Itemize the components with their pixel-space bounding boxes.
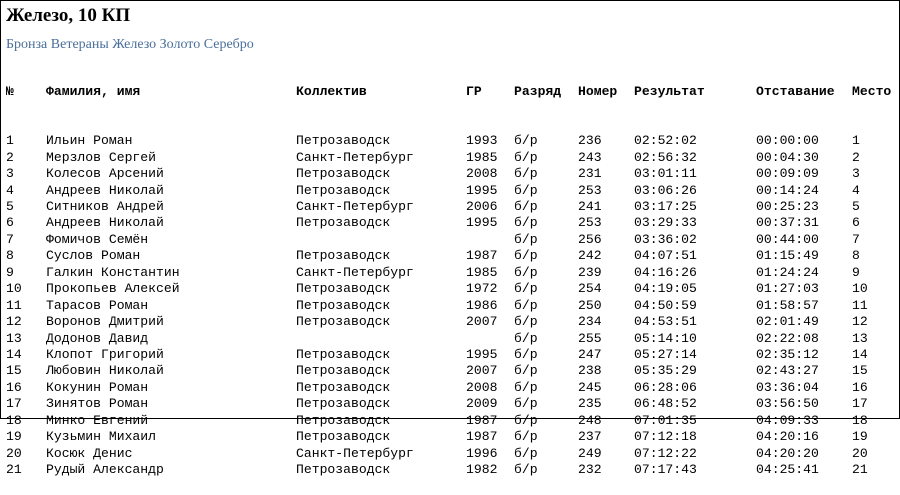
cell-year: 2006 (466, 199, 498, 214)
table-row (6, 182, 860, 199)
cell-num: 19 (6, 429, 22, 445)
group-link-silver[interactable]: Серебро (203, 37, 254, 52)
header-num: № (6, 83, 14, 99)
cell-place: 21 (852, 462, 868, 477)
cell-name: Фомичов Семён (46, 231, 149, 247)
cell-behind: 04:09:33 (756, 412, 819, 428)
cell-num: 16 (6, 379, 22, 395)
table-row (6, 462, 868, 478)
cell-bib: 248 (578, 412, 602, 428)
cell-num: 5 (6, 199, 14, 214)
cell-behind: 00:25:23 (756, 199, 819, 214)
cell-year: 1972 (466, 281, 498, 297)
cell-result: 05:35:29 (634, 363, 697, 379)
cell-name: Суслов Роман (46, 248, 141, 264)
cell-year: 1987 (466, 248, 498, 264)
cell-num: 6 (6, 215, 14, 231)
table-row (6, 248, 860, 264)
cell-bib: 247 (578, 346, 602, 362)
cell-behind: 02:35:12 (756, 346, 819, 362)
cell-team: Петрозаводск (296, 182, 391, 198)
group-link-veterans[interactable]: Ветераны (50, 37, 109, 52)
cell-bib: 232 (578, 462, 602, 477)
cell-year: 1985 (466, 149, 498, 165)
cell-place: 10 (852, 281, 868, 297)
cell-name: Андреев Николай (46, 215, 164, 231)
header-year: ГР (466, 83, 482, 99)
table-row (6, 363, 868, 379)
cell-num: 3 (6, 166, 14, 182)
cell-behind: 03:56:50 (756, 396, 819, 412)
header-name: Фамилия, имя (46, 83, 141, 99)
cell-place: 15 (852, 363, 868, 379)
cell-place: 9 (852, 264, 860, 280)
cell-behind: 00:04:30 (756, 149, 819, 165)
cell-behind: 02:01:49 (756, 314, 819, 330)
cell-team: Петрозаводск (296, 396, 391, 412)
cell-place: 14 (852, 346, 868, 362)
cell-rank: б/р (514, 396, 538, 412)
table-row (6, 149, 860, 166)
cell-bib: 253 (578, 215, 602, 231)
cell-bib: 234 (578, 314, 602, 330)
table-row (6, 199, 860, 215)
table-row (6, 412, 868, 429)
cell-num: 17 (6, 396, 22, 412)
cell-result: 05:14:10 (634, 330, 697, 346)
cell-bib: 242 (578, 248, 602, 264)
cell-place: 20 (852, 445, 868, 461)
cell-num: 20 (6, 445, 22, 461)
cell-rank: б/р (514, 297, 538, 313)
cell-place: 17 (852, 396, 868, 412)
cell-place: 16 (852, 379, 868, 395)
cell-year: 1995 (466, 346, 498, 362)
cell-rank: б/р (514, 346, 538, 362)
cell-bib: 255 (578, 330, 602, 346)
cell-team: Петрозаводск (296, 314, 391, 330)
cell-place: 4 (852, 182, 860, 198)
cell-behind: 02:43:27 (756, 363, 819, 379)
cell-bib: 236 (578, 133, 602, 149)
table-row (6, 379, 868, 396)
cell-team: Петрозаводск (296, 363, 391, 379)
table-row (6, 264, 860, 281)
cell-place: 1 (852, 133, 860, 149)
cell-rank: б/р (514, 412, 538, 428)
group-link-iron[interactable]: Железо (112, 37, 157, 52)
cell-name: Галкин Константин (46, 264, 180, 280)
cell-rank: б/р (514, 182, 538, 198)
cell-rank: б/р (514, 314, 538, 330)
cell-num: 1 (6, 133, 14, 149)
cell-behind: 00:14:24 (756, 182, 819, 198)
cell-place: 19 (852, 429, 868, 445)
cell-num: 13 (6, 330, 22, 346)
cell-behind: 00:44:00 (756, 231, 819, 247)
cell-result: 04:19:05 (634, 281, 697, 297)
header-place: Место (852, 83, 892, 99)
cell-year: 1985 (466, 264, 498, 280)
cell-bib: 249 (578, 445, 602, 461)
cell-num: 4 (6, 182, 14, 198)
cell-name: Андреев Николай (46, 182, 164, 198)
cell-year: 1993 (466, 133, 498, 149)
cell-num: 18 (6, 412, 22, 428)
cell-place: 7 (852, 231, 860, 247)
cell-behind: 01:27:03 (756, 281, 819, 297)
cell-team: Петрозаводск (296, 379, 391, 395)
cell-place: 11 (852, 297, 868, 313)
cell-place: 8 (852, 248, 860, 264)
cell-year: 2008 (466, 166, 498, 182)
cell-bib: 253 (578, 182, 602, 198)
cell-result: 03:36:02 (634, 231, 697, 247)
cell-behind: 02:22:08 (756, 330, 819, 346)
cell-num: 11 (6, 297, 22, 313)
table-row (6, 396, 868, 412)
header-bib: Номер (578, 83, 618, 99)
cell-result: 06:28:06 (634, 379, 697, 395)
header-behind: Отставание (756, 83, 835, 99)
cell-name: Рудый Александр (46, 462, 164, 477)
cell-rank: б/р (514, 199, 538, 214)
cell-year: 1987 (466, 429, 498, 445)
cell-year: 1987 (466, 412, 498, 428)
cell-num: 9 (6, 264, 14, 280)
cell-rank: б/р (514, 133, 538, 149)
table-row (6, 166, 860, 182)
group-link-bronze[interactable]: Бронза (6, 37, 48, 52)
cell-name: Воронов Дмитрий (46, 314, 164, 330)
cell-bib: 231 (578, 166, 602, 182)
cell-team: Санкт-Петербург (296, 199, 414, 214)
cell-name: Клопот Григорий (46, 346, 164, 362)
table-row (6, 297, 868, 314)
cell-name: Ситников Андрей (46, 199, 164, 214)
cell-result: 03:06:26 (634, 182, 697, 198)
cell-place: 6 (852, 215, 860, 231)
cell-team: Петрозаводск (296, 248, 391, 264)
cell-rank: б/р (514, 149, 538, 165)
cell-place: 2 (852, 149, 860, 165)
cell-team: Санкт-Петербург (296, 264, 414, 280)
cell-team: Петрозаводск (296, 133, 391, 149)
cell-team: Санкт-Петербург (296, 149, 414, 165)
cell-bib: 239 (578, 264, 602, 280)
cell-bib: 243 (578, 149, 602, 165)
cell-place: 3 (852, 166, 860, 182)
cell-result: 02:52:02 (634, 133, 697, 149)
group-links (6, 36, 254, 54)
cell-year: 2008 (466, 379, 498, 395)
cell-name: Косюк Денис (46, 445, 133, 461)
cell-result: 04:07:51 (634, 248, 697, 264)
cell-place: 5 (852, 199, 860, 214)
cell-result: 02:56:32 (634, 149, 697, 165)
cell-place: 12 (852, 314, 868, 330)
cell-team: Петрозаводск (296, 281, 391, 297)
cell-num: 12 (6, 314, 22, 330)
cell-rank: б/р (514, 231, 538, 247)
cell-rank: б/р (514, 215, 538, 231)
cell-place: 18 (852, 412, 868, 428)
table-row (6, 330, 868, 347)
cell-num: 14 (6, 346, 22, 362)
cell-behind: 00:00:00 (756, 133, 819, 149)
table-row (6, 133, 860, 149)
cell-name: Тарасов Роман (46, 297, 149, 313)
cell-result: 03:17:25 (634, 199, 697, 214)
table-row (6, 215, 860, 231)
cell-bib: 241 (578, 199, 602, 214)
cell-team: Петрозаводск (296, 215, 391, 231)
cell-rank: б/р (514, 429, 538, 445)
cell-rank: б/р (514, 330, 538, 346)
cell-num: 8 (6, 248, 14, 264)
cell-bib: 238 (578, 363, 602, 379)
cell-team: Петрозаводск (296, 412, 391, 428)
cell-year: 2007 (466, 363, 498, 379)
results-rows (6, 133, 868, 478)
cell-result: 04:53:51 (634, 314, 697, 330)
cell-name: Минко Евгений (46, 412, 149, 428)
cell-result: 05:27:14 (634, 346, 697, 362)
cell-rank: б/р (514, 445, 538, 461)
table-row (6, 314, 868, 330)
cell-name: Любовин Николай (46, 363, 164, 379)
cell-name: Мерзлов Сергей (46, 149, 157, 165)
cell-team: Петрозаводск (296, 166, 391, 182)
cell-bib: 237 (578, 429, 602, 445)
cell-year: 1996 (466, 445, 498, 461)
cell-rank: б/р (514, 248, 538, 264)
cell-result: 06:48:52 (634, 396, 697, 412)
cell-bib: 245 (578, 379, 602, 395)
cell-result: 07:12:22 (634, 445, 697, 461)
cell-year: 2009 (466, 396, 498, 412)
cell-year: 1986 (466, 297, 498, 313)
cell-num: 2 (6, 149, 14, 165)
cell-year: 1995 (466, 215, 498, 231)
cell-behind: 01:24:24 (756, 264, 819, 280)
cell-behind: 04:25:41 (756, 462, 819, 477)
cell-rank: б/р (514, 166, 538, 182)
table-row (6, 346, 868, 363)
cell-behind: 01:58:57 (756, 297, 819, 313)
cell-rank: б/р (514, 281, 538, 297)
cell-behind: 04:20:16 (756, 429, 819, 445)
header-result: Результат (634, 83, 705, 99)
cell-behind: 00:09:09 (756, 166, 819, 182)
cell-name: Колесов Арсений (46, 166, 164, 182)
cell-year: 2007 (466, 314, 498, 330)
cell-name: Прокопьев Алексей (46, 281, 180, 297)
cell-team: Петрозаводск (296, 429, 391, 445)
cell-bib: 235 (578, 396, 602, 412)
cell-team: Петрозаводск (296, 297, 391, 313)
cell-name: Кокунин Роман (46, 379, 149, 395)
cell-result: 07:01:35 (634, 412, 697, 428)
header-rank: Разряд (514, 83, 562, 99)
cell-behind: 04:20:20 (756, 445, 819, 461)
cell-team: Петрозаводск (296, 346, 391, 362)
header-team: Коллектив (296, 83, 367, 99)
cell-rank: б/р (514, 379, 538, 395)
cell-num: 10 (6, 281, 22, 297)
results-table (6, 51, 892, 495)
cell-name: Кузьмин Михаил (46, 429, 157, 445)
table-row (6, 231, 860, 248)
page-title: Железо, 10 КП (6, 5, 131, 26)
cell-behind: 01:15:49 (756, 248, 819, 264)
results-header (6, 83, 892, 100)
cell-num: 7 (6, 231, 14, 247)
cell-result: 03:29:33 (634, 215, 697, 231)
cell-name: Зинятов Роман (46, 396, 149, 412)
cell-rank: б/р (514, 363, 538, 379)
cell-team: Петрозаводск (296, 462, 391, 477)
cell-behind: 03:36:04 (756, 379, 819, 395)
cell-year: 1995 (466, 182, 498, 198)
table-row (6, 445, 868, 462)
cell-name: Додонов Давид (46, 330, 149, 346)
cell-bib: 254 (578, 281, 602, 297)
cell-rank: б/р (514, 462, 538, 477)
table-row (6, 429, 868, 445)
cell-behind: 00:37:31 (756, 215, 819, 231)
cell-result: 03:01:11 (634, 166, 697, 182)
cell-result: 07:12:18 (634, 429, 697, 445)
group-link-gold[interactable]: Золото (159, 37, 201, 52)
cell-num: 15 (6, 363, 22, 379)
cell-year: 1982 (466, 462, 498, 477)
cell-name: Ильин Роман (46, 133, 133, 149)
cell-bib: 250 (578, 297, 602, 313)
cell-result: 07:17:43 (634, 462, 697, 477)
cell-num: 21 (6, 462, 22, 477)
cell-rank: б/р (514, 264, 538, 280)
table-row (6, 281, 868, 297)
cell-bib: 256 (578, 231, 602, 247)
cell-result: 04:16:26 (634, 264, 697, 280)
cell-result: 04:50:59 (634, 297, 697, 313)
cell-place: 13 (852, 330, 868, 346)
cell-team: Санкт-Петербург (296, 445, 414, 461)
